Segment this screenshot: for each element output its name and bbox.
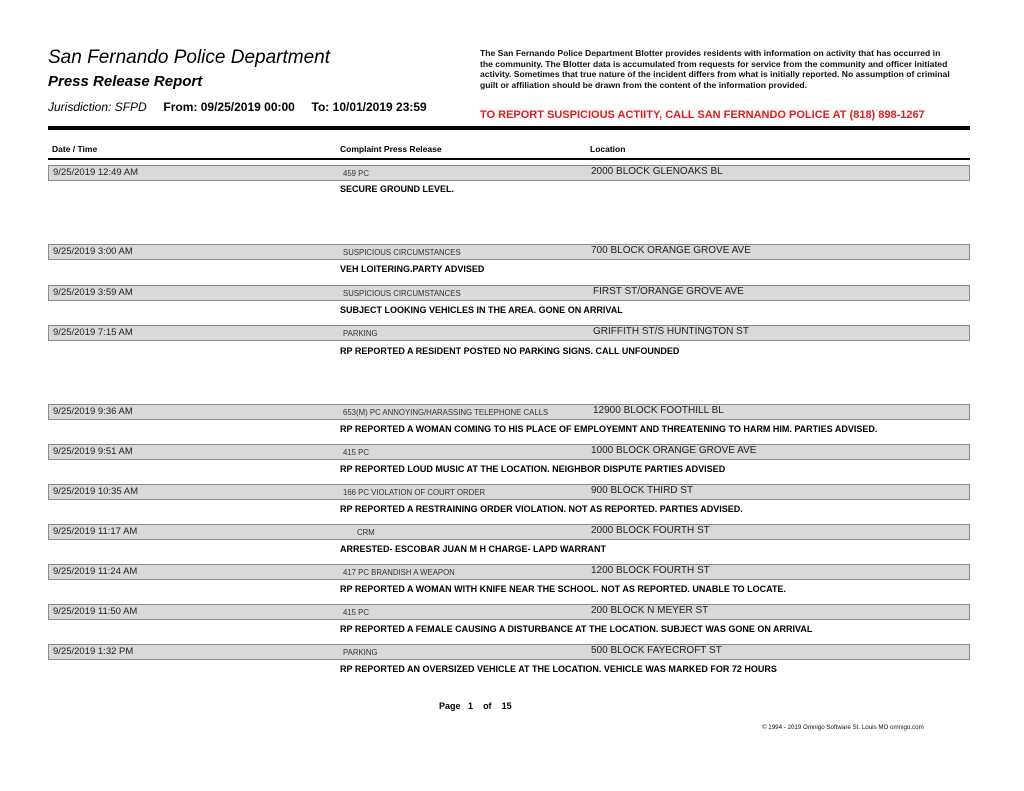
record-complaint: 415 PC (343, 448, 370, 457)
record-note: RP REPORTED A RESTRAINING ORDER VIOLATION. NOT AS REPORTED. PARTIES ADVISED. (340, 504, 743, 514)
record-note: RP REPORTED A WOMAN COMING TO HIS PLACE OF EMPLOYEMNT AND THREATENING TO HARM HIM. PARTIES ADVISED. (340, 424, 878, 434)
column-header-datetime: Date / Time (52, 144, 98, 154)
record-location: 700 BLOCK ORANGE GROVE AVE (591, 245, 751, 256)
record-datetime: 9/25/2019 11:17 AM (53, 526, 138, 537)
record-complaint: SUSPICIOUS CIRCUMSTANCES (343, 248, 461, 257)
record-note: VEH LOITERING.PARTY ADVISED (340, 264, 485, 274)
suspicious-activity-warning: TO REPORT SUSPICIOUS ACTIITY, CALL SAN FERNANDO POLICE AT (818) 898-1267 (480, 109, 925, 121)
header-divider (48, 126, 970, 130)
record-complaint: 459 PC (343, 169, 370, 178)
record-datetime: 9/25/2019 11:50 AM (53, 606, 138, 617)
record-datetime: 9/25/2019 10:35 AM (53, 486, 139, 497)
record-location: 1000 BLOCK ORANGE GROVE AVE (591, 445, 757, 456)
record-complaint: CRM (357, 528, 375, 537)
record-note: RP REPORTED AN OVERSIZED VEHICLE AT THE LOCATION. VEHICLE WAS MARKED FOR 72 HOURS (340, 664, 777, 674)
record-row (48, 484, 970, 500)
record-datetime: 9/25/2019 11:24 AM (53, 566, 138, 577)
jurisdiction-label: Jurisdiction: (48, 100, 112, 114)
page-of-label: of (483, 701, 492, 711)
record-location: FIRST ST/ORANGE GROVE AVE (593, 286, 744, 297)
blotter-disclaimer: The San Fernando Police Department Blotter provides residents with information on activity that has occurred in the community. The Blotter data is accumulated from requests for service from the community and officer initiated activity. Sometimes that true nature of the incident differs from what is initially reported. No assumption of criminal guilt or affiliation should be drawn from the content of the information provided. (480, 48, 950, 90)
to-value: 10/01/2019 23:59 (332, 100, 427, 114)
record-complaint: PARKING (343, 648, 378, 657)
record-complaint: 415 PC (343, 608, 370, 617)
from-label: From: (163, 100, 198, 114)
column-header-complaint: Complaint Press Release (340, 144, 442, 154)
record-complaint: 166 PC VIOLATION OF COURT ORDER (343, 488, 486, 497)
record-datetime: 9/25/2019 9:36 AM (53, 406, 133, 417)
jurisdiction-value: SFPD (114, 100, 147, 114)
record-row (48, 244, 970, 260)
record-note: ARRESTED- ESCOBAR JUAN M H CHARGE- LAPD WARRANT (340, 544, 607, 554)
record-note: SECURE GROUND LEVEL. (340, 184, 455, 194)
record-datetime: 9/25/2019 9:51 AM (53, 446, 133, 457)
record-note: RP REPORTED A FEMALE CAUSING A DISTURBANCE AT THE LOCATION. SUBJECT WAS GONE ON ARRIVAL (340, 624, 813, 634)
record-note: RP REPORTED A RESIDENT POSTED NO PARKING SIGNS. CALL UNFOUNDED (340, 346, 680, 356)
record-row (48, 165, 970, 181)
record-location: 2000 BLOCK GLENOAKS BL (591, 166, 723, 177)
record-datetime: 9/25/2019 7:15 AM (53, 327, 133, 338)
page-total: 15 (501, 701, 512, 711)
record-row (48, 325, 970, 341)
page-label: Page (439, 701, 461, 711)
record-location: 900 BLOCK THIRD ST (591, 485, 694, 496)
to-label: To: (311, 100, 330, 114)
column-header-location: Location (590, 144, 626, 154)
record-note: RP REPORTED LOUD MUSIC AT THE LOCATION. NEIGHBOR DISPUTE PARTIES ADVISED (340, 464, 726, 474)
record-note: RP REPORTED A WOMAN WITH KNIFE NEAR THE SCHOOL. NOT AS REPORTED. UNABLE TO LOCATE. (340, 584, 787, 594)
jurisdiction-line (48, 100, 427, 114)
record-row (48, 444, 970, 460)
record-row (48, 644, 970, 660)
record-datetime: 9/25/2019 1:32 PM (53, 646, 134, 657)
record-location: 2000 BLOCK FOURTH ST (591, 525, 710, 536)
record-row (48, 564, 970, 580)
record-complaint: 417 PC BRANDISH A WEAPON (343, 568, 455, 577)
record-location: 1200 BLOCK FOURTH ST (591, 565, 710, 576)
record-note: SUBJECT LOOKING VEHICLES IN THE AREA. GONE ON ARRIVAL (340, 305, 623, 315)
record-row (48, 604, 970, 620)
department-name: San Fernando Police Department (48, 47, 330, 68)
from-value: 09/25/2019 00:00 (200, 100, 295, 114)
column-header-divider (48, 158, 970, 160)
copyright-notice: © 1994 - 2019 Omnigo Software St. Louis MO omnigo.com (762, 724, 924, 731)
record-row (48, 285, 970, 301)
record-complaint: SUSPICIOUS CIRCUMSTANCES (343, 289, 461, 298)
record-row (48, 404, 970, 420)
report-title: Press Release Report (48, 73, 203, 90)
record-complaint: PARKING (343, 329, 378, 338)
record-location: 200 BLOCK N MEYER ST (591, 605, 709, 616)
record-location: GRIFFITH ST/S HUNTINGTON ST (593, 326, 749, 337)
record-datetime: 9/25/2019 3:00 AM (53, 246, 133, 257)
record-row (48, 524, 970, 540)
page-number: 1 (468, 701, 474, 711)
page-indicator (439, 701, 512, 711)
record-datetime: 9/25/2019 3:59 AM (53, 287, 133, 298)
record-complaint: 653(M) PC ANNOYING/HARASSING TELEPHONE CALLS (343, 408, 549, 417)
record-datetime: 9/25/2019 12:49 AM (53, 167, 139, 178)
record-location: 500 BLOCK FAYECROFT ST (591, 645, 722, 656)
record-location: 12900 BLOCK FOOTHILL BL (593, 405, 724, 416)
